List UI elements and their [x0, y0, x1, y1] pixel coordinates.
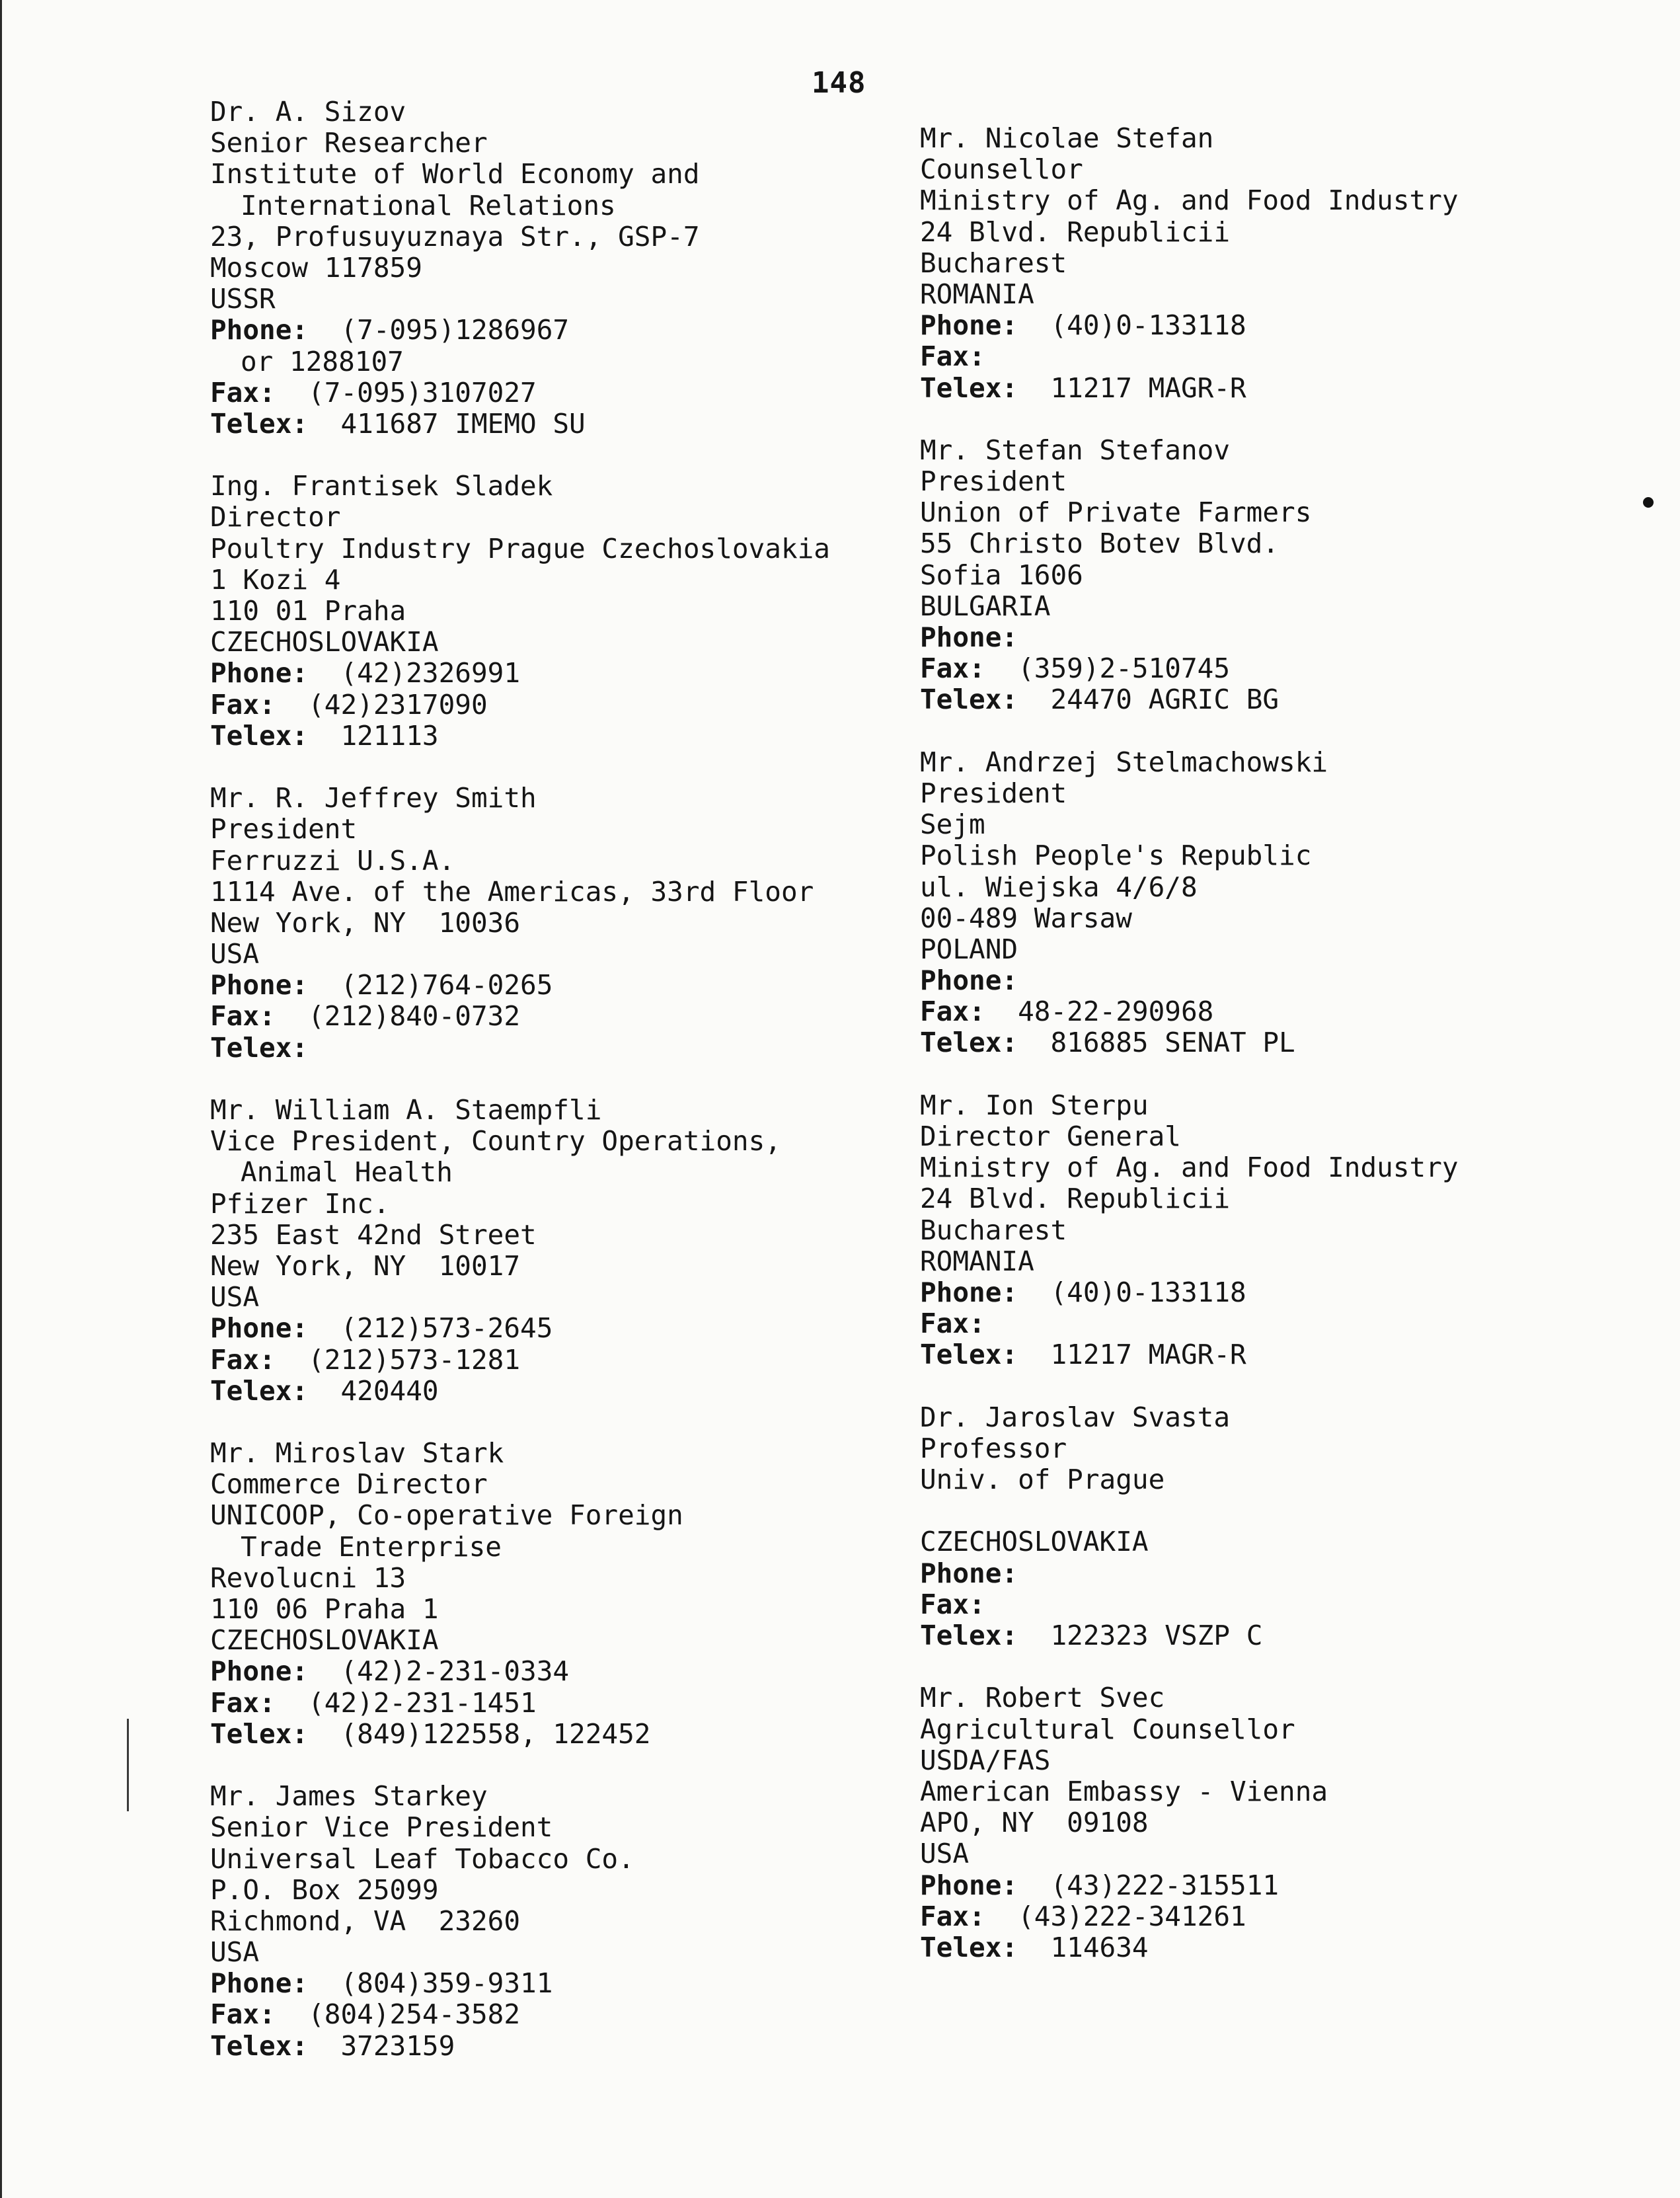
contact-line: 110 06 Praha 1 — [210, 1593, 439, 1625]
phone-field-label: Phone: — [210, 657, 309, 689]
contact-line: Union of Private Farmers — [920, 496, 1312, 529]
phone-field-label: Phone: — [920, 1869, 1018, 1901]
contact-line: USA — [210, 1281, 260, 1314]
fax-field — [920, 996, 1680, 1027]
entry-spacer — [210, 1064, 990, 1095]
fax-field — [920, 1901, 1680, 1932]
fax-field-value: (7-095)3107027 — [308, 376, 537, 409]
phone-field — [920, 1558, 1680, 1589]
fax-field-label: Fax: — [920, 1900, 985, 1932]
contact-entry — [920, 1090, 1680, 1371]
phone-field-label: Phone: — [210, 1312, 309, 1345]
phone-field — [920, 310, 1680, 341]
telex-field-label: Telex: — [920, 1027, 1018, 1059]
contact-line: Director General — [920, 1120, 1181, 1152]
phone-field-label: Phone: — [920, 964, 1018, 997]
telex-field — [210, 1033, 990, 1064]
telex-field — [920, 1932, 1680, 1963]
fax-field-label: Fax: — [920, 1308, 985, 1340]
fax-field-label: Fax: — [210, 688, 276, 721]
telex-field-label: Telex: — [920, 1931, 1018, 1963]
contact-line: American Embassy - Vienna — [920, 1775, 1328, 1807]
phone-field-label: Phone: — [210, 1655, 309, 1688]
fax-field-label: Fax: — [210, 1686, 276, 1719]
contact-line: UNICOOP, Co-operative Foreign — [210, 1499, 683, 1532]
phone-field — [210, 1968, 990, 1999]
left-column — [210, 97, 990, 2062]
entry-spacer — [210, 1407, 990, 1438]
contact-line: APO, NY 09108 — [920, 1807, 1149, 1839]
telex-field-value: 816885 SENAT PL — [1050, 1027, 1295, 1059]
fax-field-label: Fax: — [210, 376, 276, 409]
contact-line: President — [920, 465, 1067, 498]
telex-field — [920, 373, 1680, 404]
phone-field-label: Phone: — [920, 1557, 1018, 1589]
fax-field-label: Fax: — [920, 652, 985, 685]
fax-field — [210, 1688, 990, 1719]
fax-field — [210, 377, 990, 409]
contact-line: CZECHOSLOVAKIA — [210, 1624, 439, 1657]
contact-name: Mr. Ion Sterpu — [920, 1089, 1149, 1121]
fax-field — [210, 1999, 990, 2030]
contact-line: Poultry Industry Prague Czechoslovakia — [210, 532, 830, 565]
phone-field-value: (43)222-315511 — [1050, 1869, 1279, 1901]
phone-field — [210, 1313, 990, 1344]
contact-line: CZECHOSLOVAKIA — [210, 626, 439, 658]
telex-field — [920, 1339, 1680, 1370]
contact-entry — [210, 1438, 990, 1750]
margin-mark — [127, 1719, 129, 1811]
fax-field-label: Fax: — [920, 996, 985, 1028]
contact-line: Ferruzzi U.S.A. — [210, 844, 455, 877]
fax-field — [920, 653, 1680, 684]
phone-field — [210, 1656, 990, 1687]
contact-line: USDA/FAS — [920, 1744, 1051, 1776]
entry-spacer — [210, 440, 990, 471]
contact-line: Sofia 1606 — [920, 559, 1083, 591]
contact-name: Mr. Stefan Stefanov — [920, 434, 1230, 466]
telex-field-value: 3723159 — [340, 2029, 455, 2062]
entry-spacer — [210, 752, 990, 783]
phone-field — [920, 1277, 1680, 1308]
contact-entry — [920, 1402, 1680, 1652]
telex-field-label: Telex: — [920, 1620, 1018, 1651]
telex-field-label: Telex: — [210, 2029, 309, 2062]
telex-field-label: Telex: — [210, 1374, 309, 1407]
fax-field-label: Fax: — [210, 1000, 276, 1033]
contact-name: Mr. Miroslav Stark — [210, 1437, 504, 1470]
contact-entry — [210, 471, 990, 752]
phone-field — [920, 965, 1680, 996]
contact-line: USA — [210, 938, 260, 970]
contact-line: New York, NY 10017 — [210, 1249, 520, 1282]
contact-line: Polish People's Republic — [920, 840, 1312, 872]
fax-field — [920, 1589, 1680, 1620]
contact-line: Senior Vice President — [210, 1811, 553, 1844]
contact-line: Ministry of Ag. and Food Industry — [920, 184, 1459, 217]
telex-field — [210, 1376, 990, 1407]
fax-field-value: (804)254-3582 — [308, 1998, 521, 2031]
contact-line: POLAND — [920, 933, 1018, 965]
phone-field-value: (42)2326991 — [340, 657, 521, 689]
contact-line: Moscow 117859 — [210, 251, 422, 284]
contact-line: ul. Wiejska 4/6/8 — [920, 871, 1198, 903]
contact-line: P.O. Box 25099 — [210, 1873, 439, 1906]
entry-spacer — [920, 404, 1680, 435]
telex-field-value: 411687 IMEMO SU — [340, 407, 586, 440]
fax-field — [920, 341, 1680, 372]
fax-field-label: Fax: — [920, 340, 985, 373]
phone-field-label: Phone: — [210, 1967, 309, 2000]
contact-name: Mr. William A. Staempfli — [210, 1094, 602, 1126]
contact-line: Animal Health — [241, 1156, 453, 1189]
telex-field — [920, 1620, 1680, 1651]
fax-field-value: 48-22-290968 — [1018, 996, 1214, 1028]
telex-field-value: 11217 MAGR-R — [1050, 1339, 1246, 1371]
entry-spacer — [210, 1750, 990, 1781]
contact-line: Univ. of Prague — [920, 1464, 1165, 1496]
contact-line: President — [920, 777, 1067, 809]
phone-field-value: (40)0-133118 — [1050, 1276, 1246, 1308]
telex-field-value: 114634 — [1050, 1931, 1149, 1963]
phone-field-value: (7-095)1286967 — [340, 314, 570, 346]
phone-extra: or 1288107 — [241, 345, 404, 377]
contact-line: ROMANIA — [920, 1245, 1034, 1277]
fax-field — [210, 1345, 990, 1376]
telex-field-value: 122323 VSZP C — [1050, 1620, 1263, 1651]
contact-line: USA — [210, 1936, 260, 1969]
contact-name: Dr. Jaroslav Svasta — [920, 1401, 1230, 1433]
phone-field-value: (212)573-2645 — [340, 1312, 553, 1345]
contact-line: CZECHOSLOVAKIA — [920, 1526, 1149, 1558]
contact-line: Professor — [920, 1432, 1067, 1464]
fax-field — [210, 689, 990, 721]
contact-entry — [210, 783, 990, 1064]
contact-line: Director — [210, 501, 341, 533]
contact-line: 110 01 Praha — [210, 595, 406, 627]
fax-field-label: Fax: — [210, 1998, 276, 2031]
contact-line: Agricultural Counsellor — [920, 1713, 1295, 1745]
contact-name: Dr. A. Sizov — [210, 96, 406, 128]
contact-line: Richmond, VA 23260 — [210, 1904, 520, 1937]
telex-field-value: 121113 — [340, 719, 439, 752]
contact-line: Senior Researcher — [210, 127, 488, 159]
phone-field-label: Phone: — [210, 969, 309, 1001]
phone-field-label: Phone: — [210, 314, 309, 346]
fax-field-value: (212)573-1281 — [308, 1343, 521, 1376]
contact-line: BULGARIA — [920, 590, 1051, 622]
contact-entry — [920, 435, 1680, 716]
telex-field — [210, 721, 990, 752]
fax-field — [210, 1001, 990, 1032]
contact-line: Revolucni 13 — [210, 1561, 406, 1594]
contact-line: USSR — [210, 283, 276, 315]
contact-line: 23, Profusuyuznaya Str., GSP-7 — [210, 220, 700, 253]
telex-field — [210, 409, 990, 440]
contact-line: New York, NY 10036 — [210, 906, 520, 939]
fax-field-value: (42)2317090 — [308, 688, 488, 721]
telex-field-value: 420440 — [340, 1374, 439, 1407]
phone-field — [920, 622, 1680, 653]
contact-line: Universal Leaf Tobacco Co. — [210, 1842, 634, 1875]
scan-left-edge — [0, 0, 2, 2198]
contact-line: International Relations — [241, 189, 616, 221]
telex-field — [920, 1027, 1680, 1058]
contact-line: Vice President, Country Operations, — [210, 1125, 781, 1158]
contact-name: Mr. R. Jeffrey Smith — [210, 782, 537, 814]
phone-field-value: (42)2-231-0334 — [340, 1655, 570, 1688]
contact-name: Ing. Frantisek Sladek — [210, 470, 553, 502]
phone-field-value: (212)764-0265 — [340, 969, 553, 1001]
phone-field — [210, 658, 990, 689]
telex-field-value: (849)122558, 122452 — [340, 1717, 651, 1750]
right-column — [920, 123, 1680, 1963]
fax-field-value: (43)222-341261 — [1018, 1900, 1246, 1932]
telex-field-label: Telex: — [210, 407, 309, 440]
contact-line: 24 Blvd. Republicii — [920, 216, 1230, 248]
telex-field-label: Telex: — [210, 719, 309, 752]
phone-field — [210, 315, 990, 346]
telex-field-label: Telex: — [210, 1717, 309, 1750]
fax-field-value: (212)840-0732 — [308, 1000, 521, 1033]
contact-entry — [920, 123, 1680, 404]
page-number: 148 — [812, 66, 866, 100]
contact-name: Mr. Nicolae Stefan — [920, 122, 1214, 154]
contact-line: 24 Blvd. Republicii — [920, 1183, 1230, 1215]
phone-field-value: (804)359-9311 — [340, 1967, 553, 2000]
contact-entry — [920, 747, 1680, 1059]
contact-line: Commerce Director — [210, 1468, 488, 1501]
contact-line: Pfizer Inc. — [210, 1187, 390, 1220]
telex-field-value: 11217 MAGR-R — [1050, 372, 1246, 404]
contact-line: 55 Christo Botev Blvd. — [920, 528, 1279, 560]
telex-field-value: 24470 AGRIC BG — [1050, 684, 1279, 716]
fax-field-value: (359)2-510745 — [1018, 652, 1231, 685]
entry-spacer — [920, 1371, 1680, 1402]
contact-line: 1114 Ave. of the Americas, 33rd Floor — [210, 875, 814, 908]
phone-field-value: (40)0-133118 — [1050, 309, 1246, 342]
contact-line: 235 East 42nd Street — [210, 1218, 537, 1251]
phone-field — [920, 1870, 1680, 1901]
contact-line: 00-489 Warsaw — [920, 902, 1132, 934]
contact-line: President — [210, 813, 358, 845]
contact-line: ROMANIA — [920, 278, 1034, 310]
phone-field-label: Phone: — [920, 1276, 1018, 1308]
entry-spacer — [920, 716, 1680, 747]
telex-field — [210, 1719, 990, 1750]
contact-line: Ministry of Ag. and Food Industry — [920, 1152, 1459, 1184]
contact-entry — [210, 1781, 990, 2062]
contact-line: Bucharest — [920, 247, 1067, 279]
telex-field-label: Telex: — [210, 1031, 309, 1064]
phone-field-label: Phone: — [920, 621, 1018, 653]
contact-line: 1 Kozi 4 — [210, 563, 341, 596]
phone-field-label: Phone: — [920, 309, 1018, 342]
contact-line: USA — [920, 1838, 970, 1870]
contact-line: Bucharest — [920, 1214, 1067, 1246]
fax-field-label: Fax: — [920, 1588, 985, 1620]
fax-field-label: Fax: — [210, 1343, 276, 1376]
contact-name: Mr. James Starkey — [210, 1780, 488, 1813]
entry-spacer — [920, 1059, 1680, 1090]
telex-field-label: Telex: — [920, 1339, 1018, 1371]
contact-entry — [210, 97, 990, 440]
telex-field — [920, 684, 1680, 715]
telex-field — [210, 2031, 990, 2062]
entry-spacer — [920, 1651, 1680, 1682]
fax-field-value: (42)2-231-1451 — [308, 1686, 537, 1719]
contact-line: Counsellor — [920, 153, 1083, 186]
phone-field — [210, 970, 990, 1001]
contact-line: Sejm — [920, 808, 985, 841]
contact-line: Trade Enterprise — [241, 1530, 502, 1563]
contact-line: Institute of World Economy and — [210, 158, 700, 190]
contact-name: Mr. Andrzej Stelmachowski — [920, 746, 1328, 778]
telex-field-label: Telex: — [920, 684, 1018, 716]
telex-field-label: Telex: — [920, 372, 1018, 404]
fax-field — [920, 1308, 1680, 1339]
contact-name: Mr. Robert Svec — [920, 1682, 1165, 1714]
contact-entry — [920, 1682, 1680, 1963]
contact-entry — [210, 1095, 990, 1407]
blank-line — [920, 1495, 1680, 1526]
